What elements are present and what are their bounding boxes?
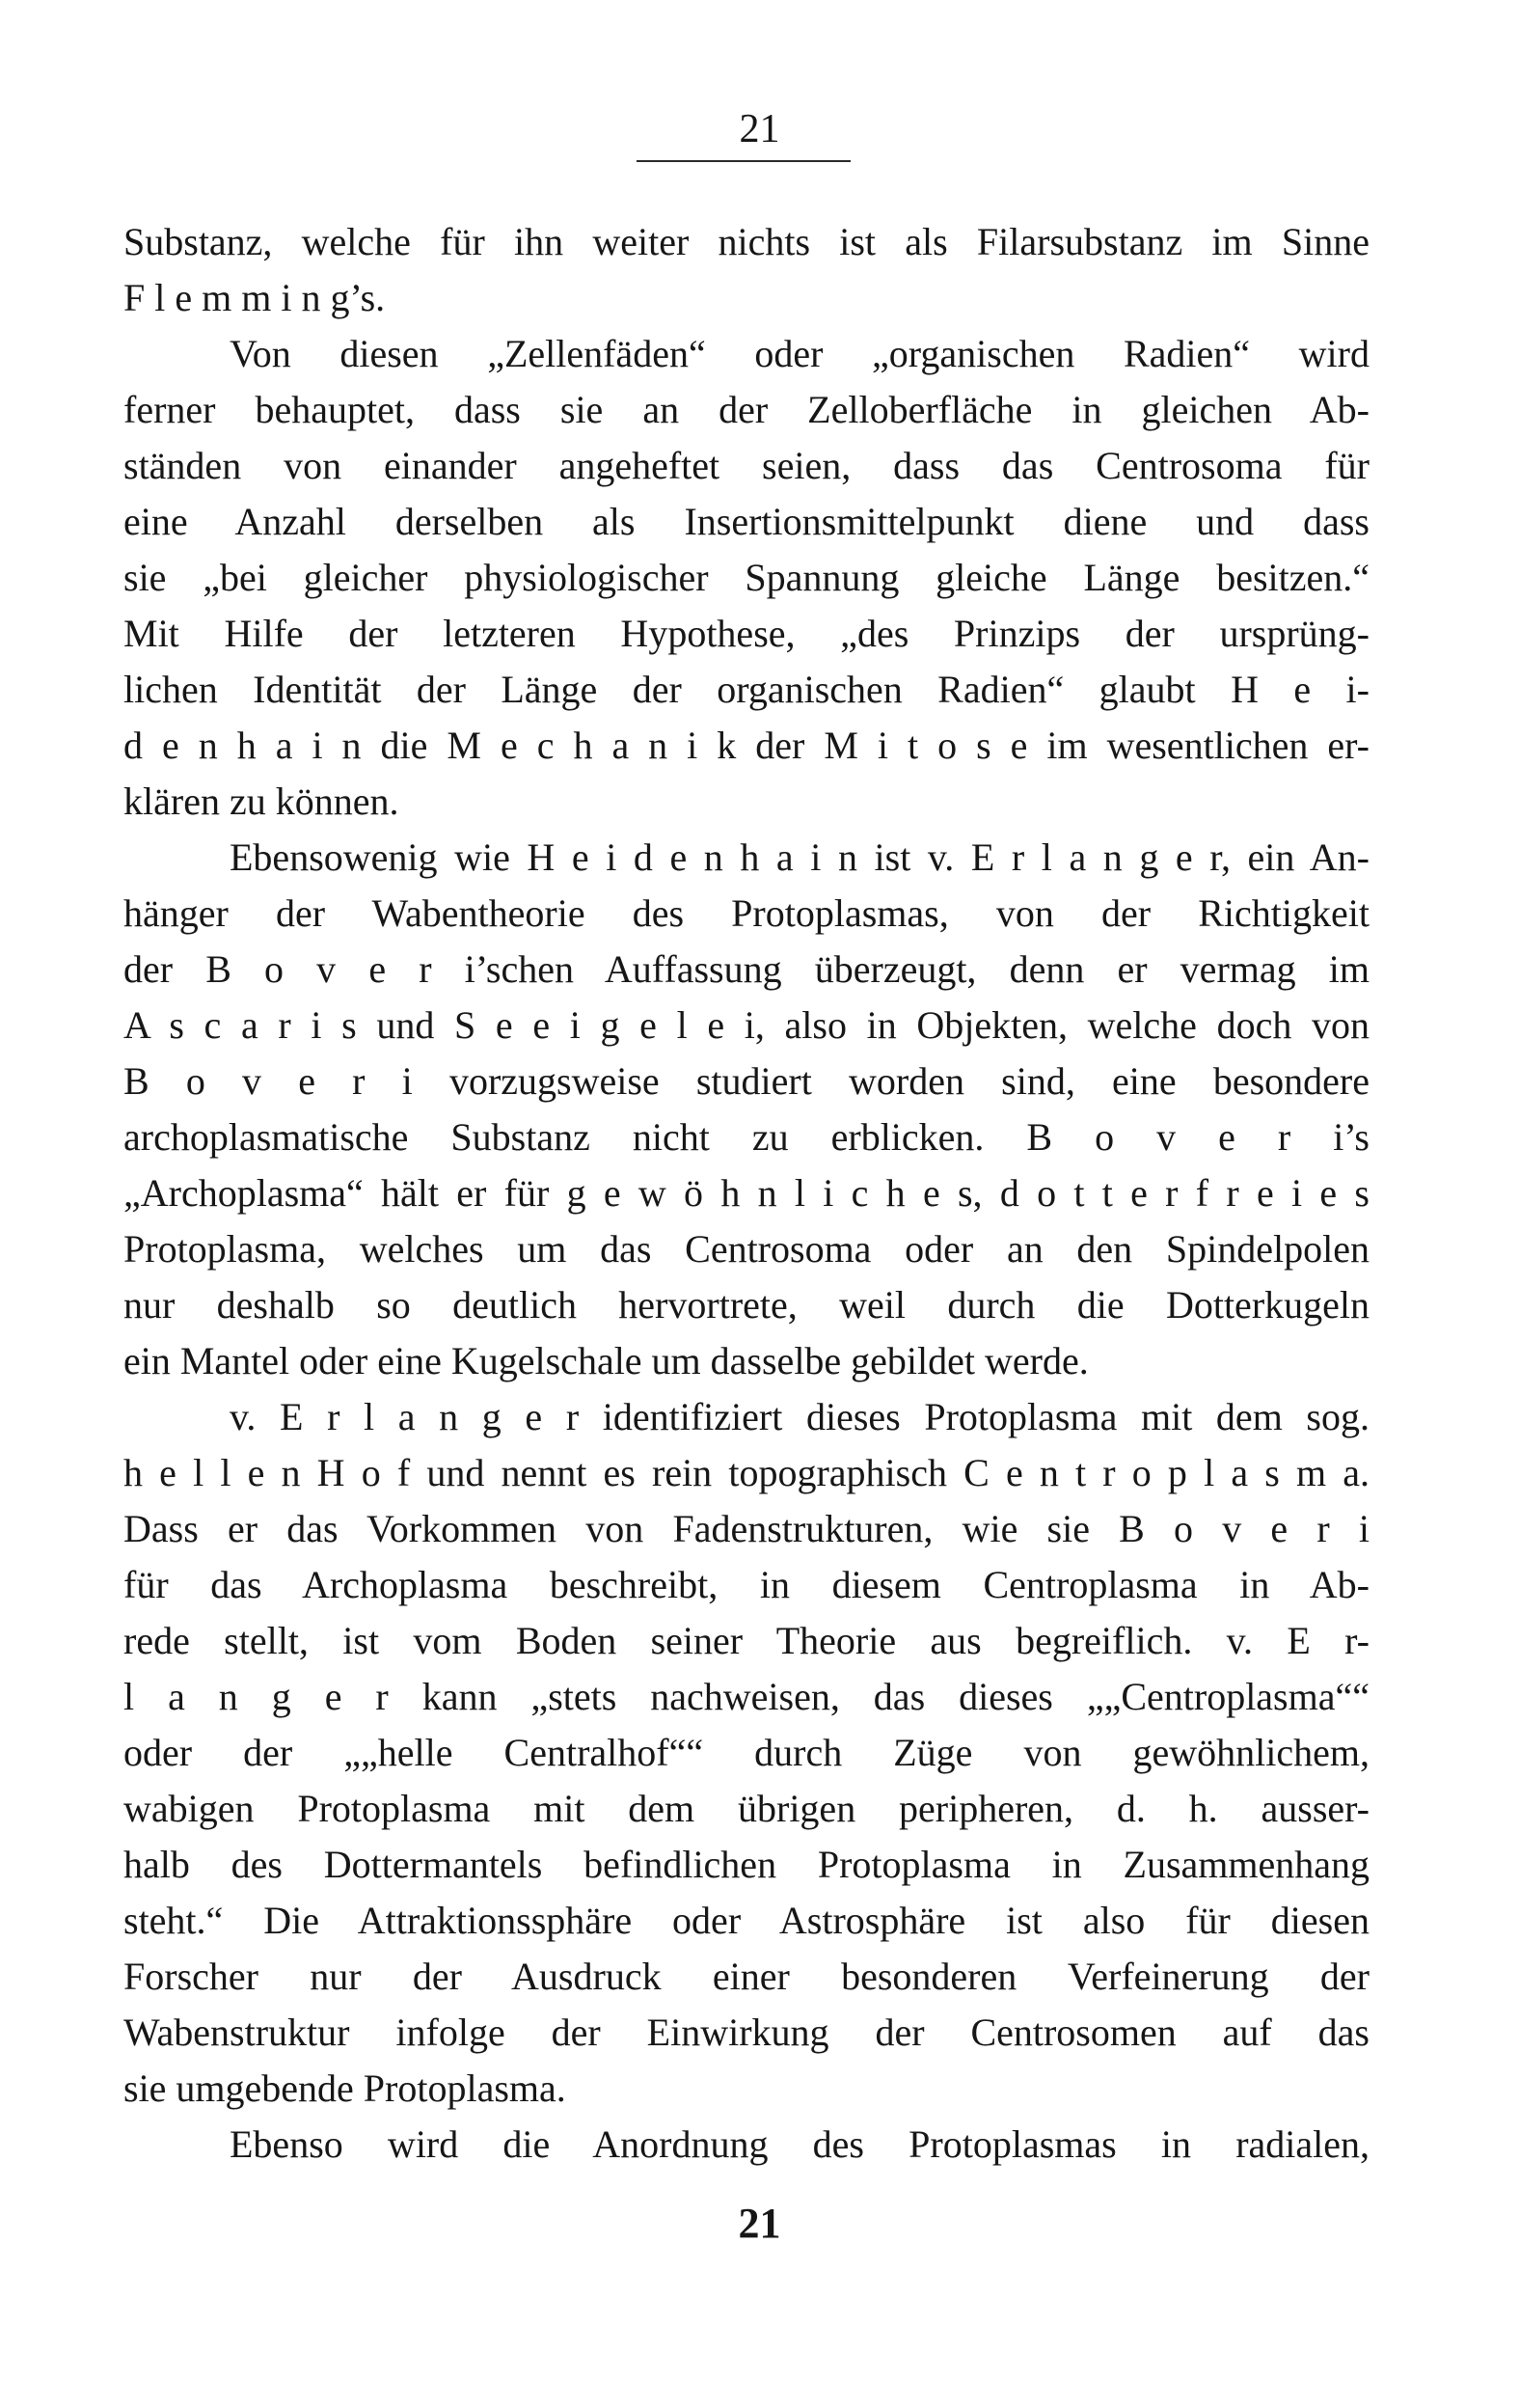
text-line: Protoplasma, welches um das Centrosoma oder an den Spindelpolen (123, 1227, 1370, 1271)
text-line: Von diesen „Zellenfäden“ oder „organischen Radien“ wird (230, 332, 1370, 375)
text-line: h e l l e n H o f und nennt es rein topographisch C e n t r o p l a s m a. (123, 1451, 1370, 1494)
body-text (123, 214, 1370, 2173)
text-line: hänger der Wabentheorie des Protoplasmas, von der Richtigkeit (123, 891, 1370, 935)
text-line: ein Mantel oder eine Kugelschale um dasselbe gebildet werde. (123, 1339, 1089, 1382)
text-line: sie „bei gleicher physiologischer Spannung gleiche Länge besitzen.“ (123, 556, 1370, 599)
text-line: d e n h a i n die M e c h a n i k der M i t o s e im wesentlichen er- (123, 724, 1370, 767)
text-line: nur deshalb so deutlich hervortrete, weil durch die Dotterkugeln (123, 1283, 1370, 1327)
text-line: ständen von einander angeheftet seien, dass das Centrosoma für (123, 444, 1370, 487)
text-line: B o v e r i vorzugsweise studiert worden sind, eine besondere (123, 1059, 1370, 1103)
text-line: halb des Dottermantels befindlichen Protoplasma in Zusammenhang (123, 1843, 1370, 1886)
text-line: eine Anzahl derselben als Insertionsmittelpunkt diene und dass (123, 500, 1370, 543)
text-line: A s c a r i s und S e e i g e l e i, also in Objekten, welche doch von (123, 1003, 1370, 1047)
text-line: sie umgebende Protoplasma. (123, 2066, 566, 2110)
text-line: rede stellt, ist vom Boden seiner Theorie aus begreiflich. v. E r- (123, 1619, 1370, 1662)
text-line: klären zu können. (123, 780, 399, 823)
text-line: „Archoplasma“ hält er für g e w ö h n l i c h e s, d o t t e r f r e i e s (123, 1171, 1370, 1215)
page-number-header: 21 (739, 107, 780, 151)
text-line: F l e m m i n g’s. (123, 276, 386, 319)
text-line: Ebensowenig wie H e i d e n h a i n ist v. E r l a n g e r, ein An- (230, 835, 1370, 879)
text-line: Forscher nur der Ausdruck einer besonderen Verfeinerung der (123, 1955, 1370, 1998)
text-line: l a n g e r kann „stets nachweisen, das dieses „„Centroplasma““ (123, 1675, 1370, 1718)
text-line: lichen Identität der Länge der organischen Radien“ glaubt H e i- (123, 668, 1370, 711)
text-line: wabigen Protoplasma mit dem übrigen peripheren, d. h. ausser- (123, 1787, 1370, 1830)
header-rule (637, 160, 851, 162)
text-line: Dass er das Vorkommen von Fadenstrukturen, wie sie B o v e r i (123, 1507, 1370, 1550)
text-line: oder der „„helle Centralhof““ durch Züge von gewöhnlichem, (123, 1731, 1370, 1774)
text-line: Mit Hilfe der letzteren Hypothese, „des Prinzips der ursprüng- (123, 612, 1370, 655)
text-line: v. E r l a n g e r identifiziert dieses Protoplasma mit dem sog. (230, 1395, 1370, 1438)
text-line: ferner behauptet, dass sie an der Zelloberfläche in gleichen Ab- (123, 388, 1370, 431)
text-line: Wabenstruktur infolge der Einwirkung der Centrosomen auf das (123, 2011, 1370, 2054)
text-line: der B o v e r i’schen Auffassung überzeugt, denn er vermag im (123, 947, 1370, 991)
page-number-footer: 21 (738, 2200, 781, 2247)
text-line: archoplasmatische Substanz nicht zu erblicken. B o v e r i’s (123, 1115, 1370, 1159)
text-line: für das Archoplasma beschreibt, in diesem Centroplasma in Ab- (123, 1563, 1370, 1606)
text-line: Ebenso wird die Anordnung des Protoplasmas in radialen, (230, 2122, 1370, 2166)
text-line: Substanz, welche für ihn weiter nichts ist als Filarsubstanz im Sinne (123, 220, 1370, 263)
text-line: steht.“ Die Attraktionssphäre oder Astrosphäre ist also für diesen (123, 1899, 1370, 1942)
